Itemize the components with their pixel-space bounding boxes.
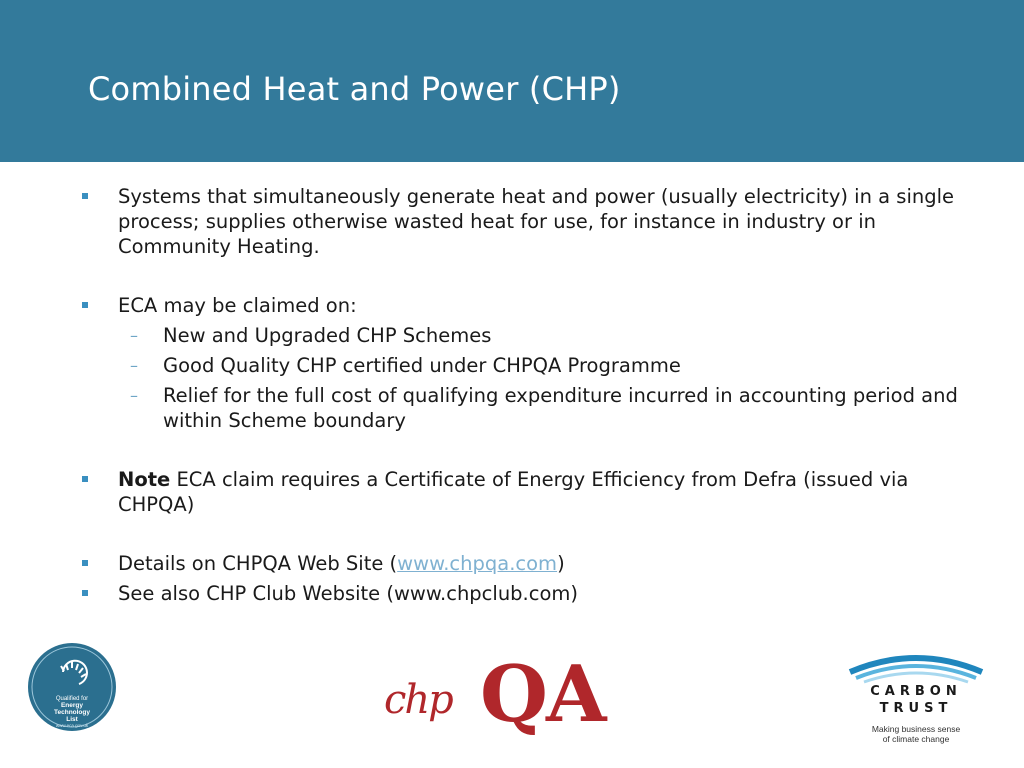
sub-bullet-good-quality	[80, 353, 980, 378]
sub-bullet-text: Good Quality CHP certified under CHPQA Programme	[163, 354, 681, 377]
square-bullet-icon	[82, 590, 88, 596]
note-label: Note	[118, 468, 171, 491]
chpqa-logo-qa: QA	[480, 649, 605, 740]
bullet-chp-definition	[80, 184, 980, 259]
dash-bullet-icon: –	[130, 326, 138, 345]
sub-bullet-text: Relief for the full cost of qualifying expenditure incurred in accounting period and within Scheme boundary	[163, 384, 958, 432]
dash-bullet-icon: –	[130, 356, 138, 375]
tagline-line1: Making business sense	[871, 724, 961, 734]
tagline-line2: of climate change	[882, 734, 950, 744]
bullet-text: See also CHP Club Website (www.chpclub.com)	[118, 582, 579, 605]
slide-header	[0, 0, 1024, 162]
bullet-text: ECA may be claimed on:	[118, 294, 357, 317]
bullet-text: ECA claim requires a Certificate of Energy Efficiency from Defra (issued via CHPQA)	[118, 468, 909, 516]
bullet-text-suffix: )	[557, 552, 565, 575]
chpqa-logo	[380, 649, 620, 740]
carbon-trust-word2: TRUST	[879, 701, 953, 716]
carbon-trust-tagline	[850, 724, 982, 744]
chpqa-logo-chp: chp	[384, 677, 452, 723]
sub-bullet-new-upgraded	[80, 323, 980, 348]
bullet-chpqa-details	[80, 551, 980, 576]
bullet-note	[80, 467, 980, 517]
eca-line4: List	[66, 716, 78, 723]
square-bullet-icon	[82, 476, 88, 482]
bullet-eca-claimed	[80, 293, 980, 433]
dash-bullet-icon: –	[130, 386, 138, 405]
eca-badge-icon	[27, 642, 117, 732]
eca-line1: Qualified for	[55, 696, 89, 702]
carbon-trust-wave-icon	[846, 650, 986, 684]
sub-bullet-text: New and Upgraded CHP Schemes	[163, 324, 492, 347]
eca-line3: Technology	[54, 709, 90, 716]
bullet-text: Details on CHPQA Web Site (	[118, 552, 398, 575]
eca-line2: Energy	[60, 702, 84, 709]
slide-title: Combined Heat and Power (CHP)	[88, 70, 621, 108]
eca-logo	[27, 642, 117, 732]
eca-url: www.eca.gov.uk	[55, 723, 89, 728]
carbon-trust-word1: CARBON	[870, 684, 962, 699]
slide-body	[80, 184, 980, 606]
chpqa-link[interactable]: www.chpqa.com	[397, 552, 558, 575]
square-bullet-icon	[82, 560, 88, 566]
carbon-trust-logo	[846, 650, 986, 750]
square-bullet-icon	[82, 302, 88, 308]
bullet-text: Systems that simultaneously generate heat and power (usually electricity) in a single process; supplies otherwise wasted heat for use, for instance in industry or in Community Heating.	[118, 185, 955, 258]
bullet-chp-club	[80, 581, 980, 606]
sub-bullet-relief	[80, 383, 980, 433]
square-bullet-icon	[82, 193, 88, 199]
